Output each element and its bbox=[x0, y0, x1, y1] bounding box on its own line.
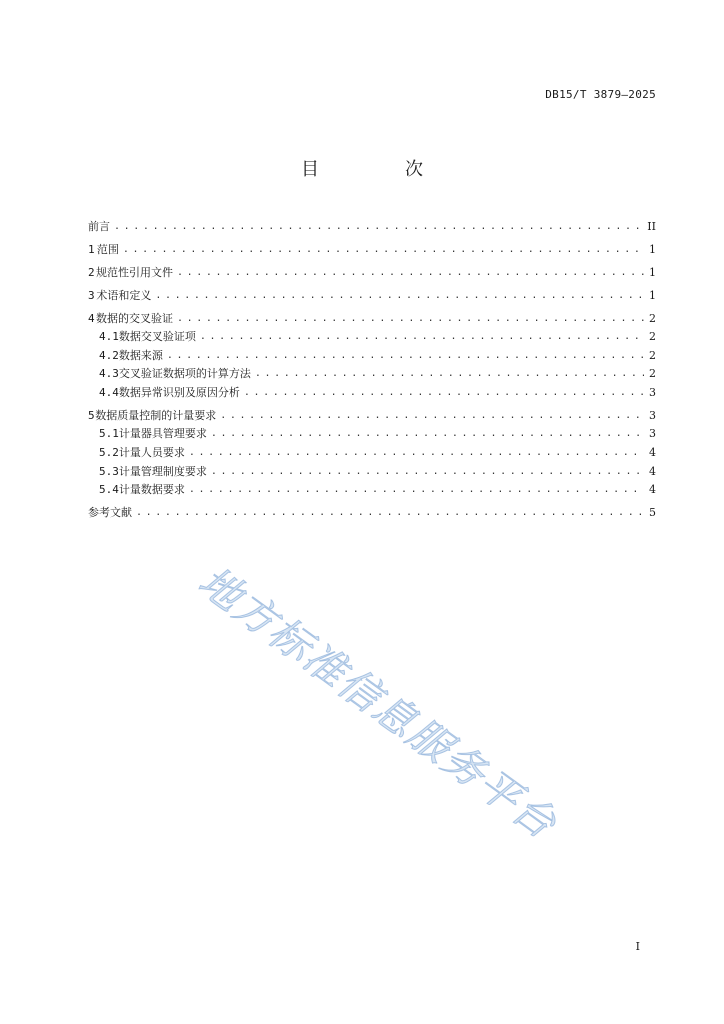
toc-entry-number: 1 bbox=[88, 242, 95, 256]
toc-entry-label: 数据质量控制的计量要求 bbox=[95, 408, 217, 422]
toc-entry-number: 5 bbox=[88, 408, 95, 422]
toc-entry-2[interactable] bbox=[88, 264, 656, 283]
toc-entry-page: 3 bbox=[649, 408, 656, 422]
toc-entry-page: 4 bbox=[649, 464, 656, 478]
toc-entry-number: 5.4 bbox=[99, 483, 119, 497]
toc-entry-4-1[interactable] bbox=[88, 328, 656, 347]
toc-leader-dots bbox=[211, 463, 644, 482]
toc-entry-number: 4.2 bbox=[99, 348, 119, 362]
toc-entry-references[interactable] bbox=[88, 504, 656, 523]
toc-entry-page: 3 bbox=[649, 385, 656, 399]
toc-leader-dots bbox=[136, 504, 644, 523]
toc-entry-4-2[interactable] bbox=[88, 347, 656, 366]
table-of-contents bbox=[88, 218, 656, 523]
toc-leader-dots bbox=[189, 481, 644, 500]
toc-entry-page: 1 bbox=[649, 242, 656, 256]
toc-leader-dots bbox=[167, 347, 644, 366]
toc-entry-5-4[interactable] bbox=[88, 481, 656, 500]
toc-entry-number: 4.1 bbox=[99, 330, 119, 344]
toc-entry-5[interactable] bbox=[88, 407, 656, 426]
toc-leader-dots bbox=[255, 365, 644, 384]
toc-title: 目 次 bbox=[301, 159, 457, 180]
toc-entry-page: 2 bbox=[649, 367, 656, 381]
standard-code: DB15/T 3879—2025 bbox=[545, 88, 656, 101]
toc-entry-label: 术语和定义 bbox=[96, 288, 152, 302]
toc-entry-label: 数据来源 bbox=[118, 348, 163, 362]
toc-leader-dots bbox=[155, 287, 644, 306]
toc-entry-label: 规范性引用文件 bbox=[95, 265, 173, 279]
toc-entry-number: 5.1 bbox=[99, 427, 119, 441]
toc-entry-page: 2 bbox=[649, 348, 656, 362]
toc-entry-number: 4.3 bbox=[99, 367, 119, 381]
toc-entry-page: 3 bbox=[649, 427, 656, 441]
toc-entry-4[interactable] bbox=[88, 310, 656, 329]
toc-leader-dots bbox=[211, 425, 644, 444]
toc-entry-page: 2 bbox=[649, 311, 656, 325]
toc-leader-dots bbox=[244, 384, 644, 403]
toc-entry-label: 计量器具管理要求 bbox=[118, 427, 207, 441]
toc-entry-1[interactable] bbox=[88, 241, 656, 260]
toc-entry-foreword[interactable] bbox=[88, 218, 656, 237]
toc-leader-dots bbox=[189, 444, 644, 463]
toc-entry-number: 5.2 bbox=[99, 446, 119, 460]
toc-entry-5-1[interactable] bbox=[88, 425, 656, 444]
toc-entry-number: 2 bbox=[88, 265, 95, 279]
toc-entry-page: 2 bbox=[649, 330, 656, 344]
toc-entry-label: 交叉验证数据项的计算方法 bbox=[118, 367, 251, 381]
toc-entry-label: 计量数据要求 bbox=[118, 483, 185, 497]
toc-entry-label: 范围 bbox=[96, 242, 119, 256]
toc-leader-dots bbox=[114, 218, 643, 237]
toc-entry-label: 数据的交叉验证 bbox=[95, 311, 173, 325]
toc-entry-page: 1 bbox=[649, 265, 656, 279]
toc-leader-dots bbox=[123, 241, 644, 260]
toc-entry-number: 4.4 bbox=[99, 385, 119, 399]
toc-entry-label: 数据异常识别及原因分析 bbox=[118, 385, 240, 399]
toc-leader-dots bbox=[220, 407, 644, 426]
toc-entry-page: 5 bbox=[649, 506, 656, 520]
toc-entry-number: 3 bbox=[88, 288, 95, 302]
toc-entry-label: 数据交叉验证项 bbox=[118, 330, 196, 344]
toc-entry-page: 1 bbox=[649, 288, 656, 302]
toc-leader-dots bbox=[177, 310, 644, 329]
toc-entry-page: II bbox=[647, 220, 656, 233]
toc-leader-dots bbox=[177, 264, 644, 283]
toc-entry-label: 计量管理制度要求 bbox=[118, 464, 207, 478]
toc-entry-page: 4 bbox=[649, 446, 656, 460]
toc-entry-4-4[interactable] bbox=[88, 384, 656, 403]
toc-entry-label: 参考文献 bbox=[88, 506, 132, 520]
toc-entry-4-3[interactable] bbox=[88, 365, 656, 384]
page-number: I bbox=[635, 940, 640, 953]
toc-entry-3[interactable] bbox=[88, 287, 656, 306]
toc-entry-label: 前言 bbox=[88, 220, 110, 233]
watermark: 地方标准信息服务平台 bbox=[189, 557, 566, 849]
toc-entry-label: 计量人员要求 bbox=[118, 446, 185, 460]
toc-leader-dots bbox=[200, 328, 644, 347]
toc-entry-5-2[interactable] bbox=[88, 444, 656, 463]
toc-entry-number: 5.3 bbox=[99, 464, 119, 478]
toc-entry-page: 4 bbox=[649, 483, 656, 497]
toc-entry-5-3[interactable] bbox=[88, 463, 656, 482]
toc-entry-number: 4 bbox=[88, 311, 95, 325]
